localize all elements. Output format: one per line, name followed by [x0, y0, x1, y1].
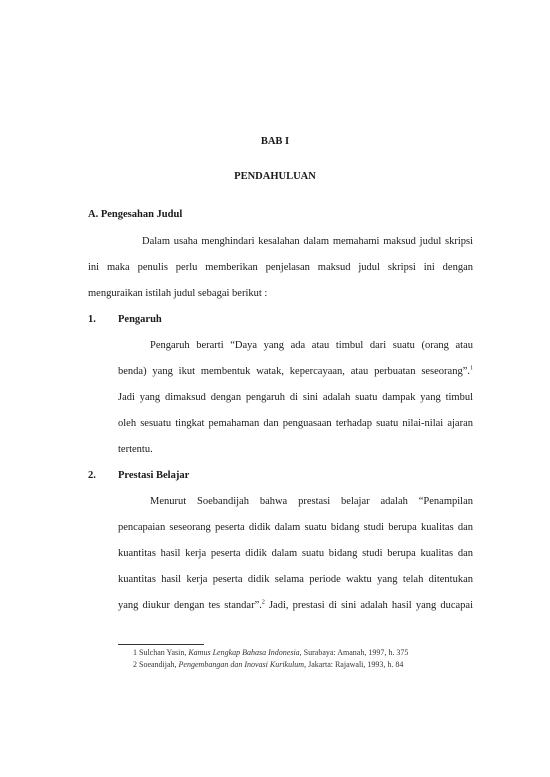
paragraph-text: yang diukur dengan tes standar”.: [118, 600, 262, 611]
chapter-number: BAB I: [260, 136, 290, 147]
item-number: 1.: [88, 314, 96, 325]
footnote-text: , Jakarta: Rajawali, 1993, h. 84: [304, 660, 404, 669]
section-heading: A. Pengesahan Judul: [88, 209, 183, 220]
footnote-text: 2 Soeandijah,: [133, 660, 179, 669]
footnote-ref: 2: [261, 599, 265, 606]
paragraph-text: benda) yang ikut membentuk watak, kepercayaan, atau perbuatan seseorang”.: [118, 366, 470, 377]
chapter-title: PENDAHULUAN: [234, 171, 316, 182]
paragraph-line: Dalam usaha menghindari kesalahan dalam memahami maksud judul skripsi: [142, 236, 473, 247]
item-title: Pengaruh: [118, 314, 162, 325]
footnote-divider: [118, 644, 204, 645]
paragraph-line: menguraikan istilah judul sebagai berikut :: [88, 288, 268, 299]
footnote-text: , Surabaya: Amanah, 1997, h. 375: [299, 648, 409, 657]
paragraph-line: oleh sesuatu tingkat pemahaman dan penguasaan terhadap suatu nilai-nilai ajaran: [118, 418, 473, 429]
paragraph-line: pencapaian seseorang peserta didik dalam suatu bidang studi berupa kualitas dan: [118, 522, 473, 533]
footnote-title: Kamus Lengkap Bahasa Indonesia: [188, 648, 300, 657]
footnote-text: 1 Sulchan Yasin,: [133, 648, 189, 657]
item-number: 2.: [88, 470, 96, 481]
footnote-ref: 1: [470, 365, 473, 372]
paragraph-line: [118, 600, 473, 611]
paragraph-line: Pengaruh berarti “Daya yang ada atau timbul dari suatu (orang atau: [150, 340, 473, 351]
paragraph-line: kuantitas hasil kerja peserta didik dalam suatu bidang studi berupa kualitas dan: [118, 548, 473, 559]
paragraph-line: Jadi yang dimaksud dengan pengaruh di sini adalah suatu dampak yang timbul: [118, 392, 473, 403]
paragraph-line: tertentu.: [118, 444, 153, 455]
paragraph-text: Jadi, prestasi di sini adalah hasil yang ducapai: [264, 600, 473, 611]
paragraph-line: kuantitas hasil kerja peserta didik selama periode waktu yang telah ditentukan: [118, 574, 473, 585]
footnote: [133, 648, 408, 657]
item-title: Prestasi Belajar: [118, 470, 190, 481]
paragraph-line: [118, 366, 473, 377]
footnote-title: Pengembangan dan Inovasi Kurikulum: [178, 660, 305, 669]
footnote: [133, 660, 403, 669]
paragraph-line: Menurut Soebandijah bahwa prestasi belajar adalah “Penampilan: [150, 496, 473, 507]
paragraph-line: ini maka penulis perlu memberikan penjelasan maksud judul skripsi ini dengan: [88, 262, 473, 273]
